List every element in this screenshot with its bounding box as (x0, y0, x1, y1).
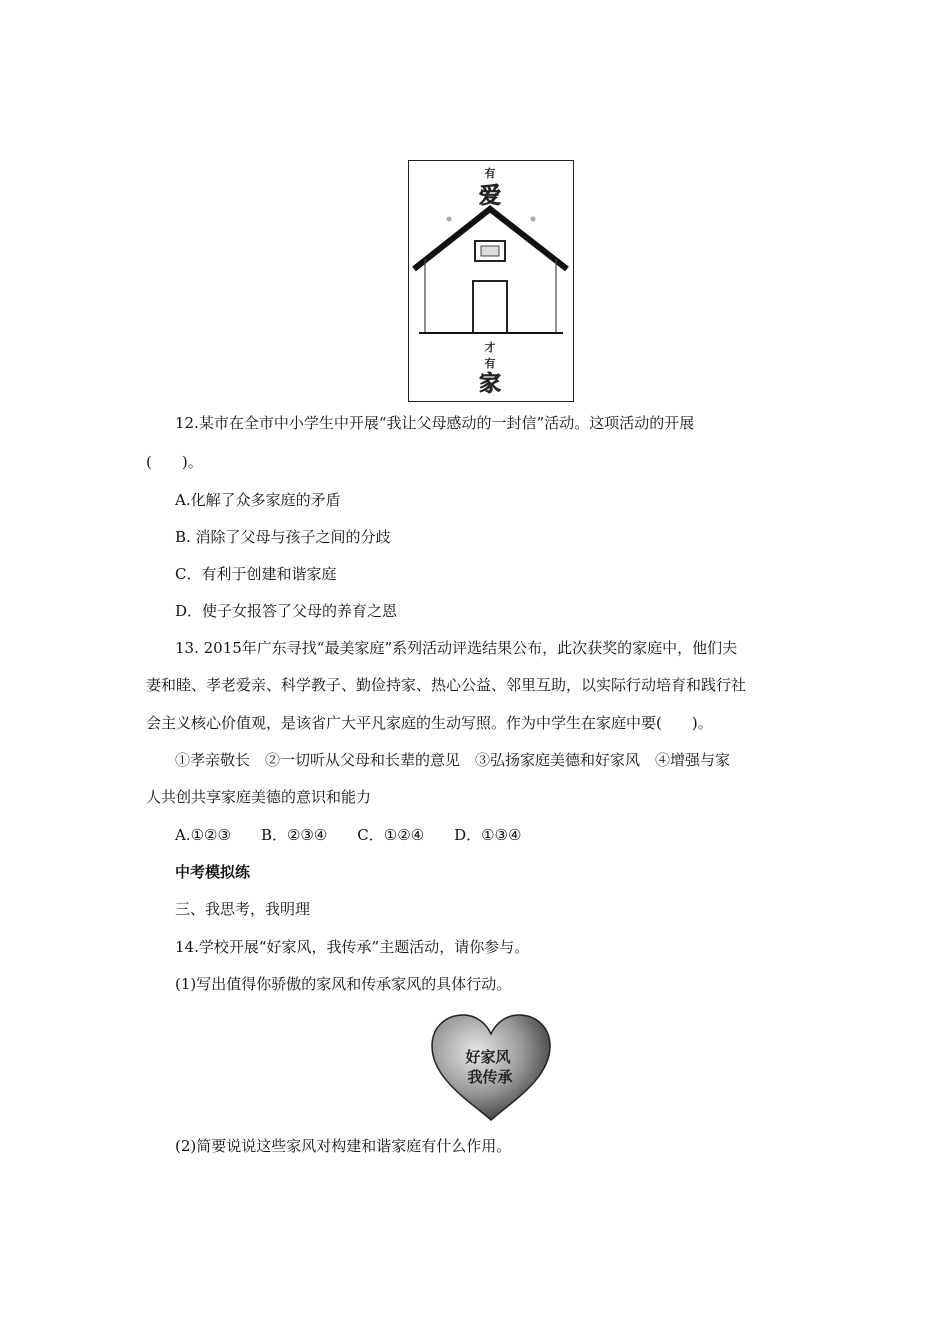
q13-stem-line3: 会主义核心价值观，是该省广大平凡家庭的生动写照。作为中学生在家庭中要( )。 (146, 714, 713, 732)
house-window-pane (481, 246, 499, 256)
q12-option-a: A.化解了众多家庭的矛盾 (175, 491, 341, 509)
section-title: 中考模拟练 (175, 863, 251, 881)
q13-stem-line1: 13. 2015年广东寻找“最美家庭”系列活动评选结果公布，此次获奖的家庭中，他们夫 (175, 639, 738, 657)
house-figure (408, 160, 574, 402)
q13-items-line2: 人共创共享家庭美德的意识和能力 (146, 788, 372, 806)
q14-part2: (2)简要说说这些家风对构建和谐家庭有什么作用。 (175, 1137, 512, 1155)
q13-stem-line2: 妻和睦、孝老爱亲、科学教子、勤俭持家、热心公益、邻里互助，以实际行动培育和践行社 (146, 676, 747, 694)
q12-option-b: B. 消除了父母与孩子之间的分歧 (175, 528, 391, 546)
section-subtitle: 三、我思考，我明理 (175, 900, 311, 918)
q14-part1: (1)写出值得你骄傲的家风和传承家风的具体行动。 (175, 975, 512, 993)
house-bottom-text-2: 有 (484, 357, 496, 370)
house-door (473, 281, 507, 333)
house-top-text-2: 爱 (478, 184, 502, 209)
house-top-text-1: 有 (484, 167, 496, 180)
heart-text-line2: 我传承 (467, 1068, 513, 1086)
heart-illustration (428, 1012, 554, 1124)
house-bottom-text-1: 才 (484, 341, 496, 354)
house-bottom-text-3: 家 (478, 372, 502, 397)
q12-stem-line2: ( )。 (146, 453, 203, 471)
q12-stem-line1: 12.某市在全市中小学生中开展“我让父母感动的一封信”活动。这项活动的开展 (175, 414, 695, 432)
decor-dot-left (447, 217, 452, 222)
q13-choices: A.①②③ B．②③④ C．①②④ D．①③④ (175, 826, 522, 844)
heart-figure (428, 1012, 554, 1124)
q12-option-d: D．使子女报答了父母的养育之恩 (175, 602, 398, 620)
q14-stem: 14.学校开展“好家风，我传承”主题活动，请你参与。 (175, 938, 530, 956)
decor-dot-right (531, 217, 536, 222)
q13-items-line1: ①孝亲敬长 ②一切听从父母和长辈的意见 ③弘扬家庭美德和好家风 ④增强与家 (175, 751, 731, 769)
house-illustration (409, 161, 572, 400)
q12-option-c: C．有利于创建和谐家庭 (175, 565, 337, 583)
heart-text-line1: 好家风 (465, 1048, 511, 1066)
